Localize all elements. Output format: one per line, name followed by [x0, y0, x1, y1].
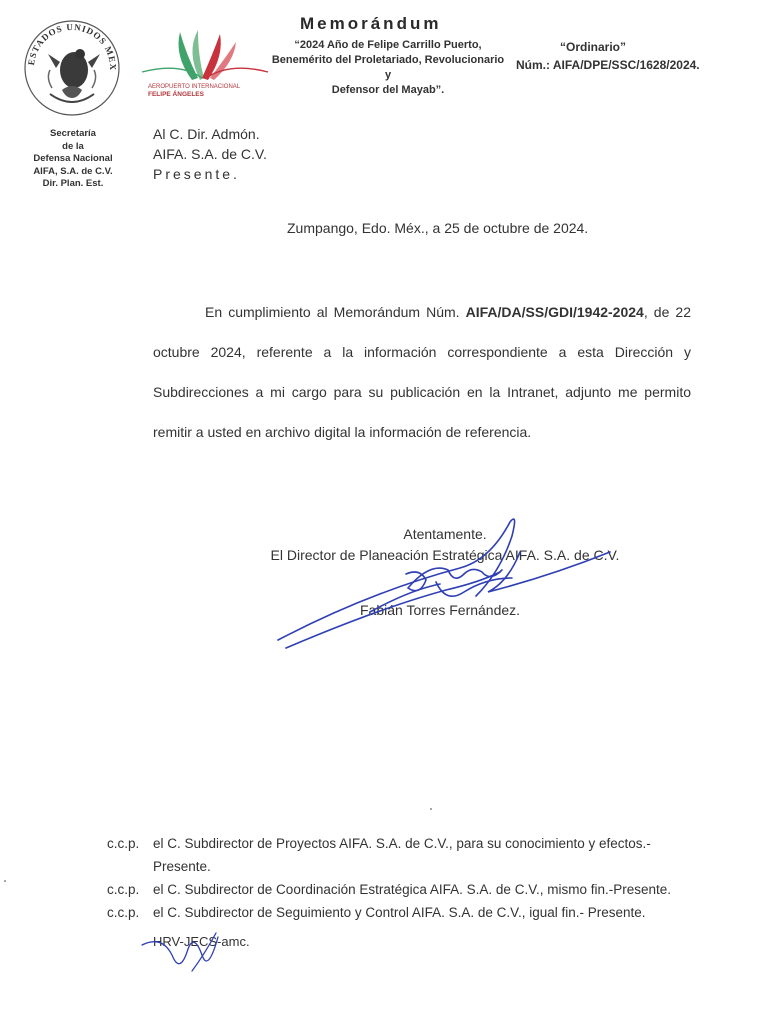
- memo-body: [153, 292, 691, 452]
- closing-role: El Director de Planeación Estratégica AIFA. S.A. de C.V.: [270, 547, 620, 563]
- memo-title: Memorándum: [300, 14, 442, 33]
- memo-legend: [268, 38, 508, 98]
- body-text-before: En cumplimiento al Memorándum Núm.: [205, 304, 466, 320]
- body-paragraph: [153, 292, 691, 452]
- sender-line: Defensa Nacional: [33, 153, 113, 164]
- recipient-line: AIFA. S.A. de C.V.: [153, 146, 267, 162]
- ccp-row: [107, 832, 697, 878]
- signature-icon: [250, 512, 630, 662]
- ccp-label: c.c.p.: [107, 836, 140, 851]
- legend-line: Defensor del Mayab”.: [331, 84, 445, 96]
- aifa-logo-line1: AEROPUERTO INTERNACIONAL: [148, 84, 241, 90]
- ccp-label: c.c.p.: [107, 905, 140, 920]
- ccp-list: [107, 832, 697, 924]
- seal-ring-text: ESTADOS UNIDOS MEX: [26, 21, 119, 72]
- recipient-line: Al C. Dir. Admón.: [153, 126, 260, 142]
- sender-line: de la: [62, 140, 84, 152]
- place-date: Zumpango, Edo. Méx., a 25 de octubre de 2024.: [287, 220, 589, 236]
- recipient-block: [153, 124, 267, 184]
- closing-greeting: Atentamente.: [403, 526, 487, 542]
- legend-line: Benemérito del Proletariado, Revolucionario y: [271, 54, 505, 81]
- scan-mark: [430, 808, 432, 810]
- signer-name: Fabián Torres Fernández.: [360, 602, 521, 618]
- coat-of-arms-icon: [22, 18, 122, 118]
- initials-signature-icon: [132, 915, 252, 985]
- sender-line: Secretaría: [50, 128, 96, 139]
- memo-type: “Ordinario”: [560, 40, 627, 54]
- initials: HRV-JECS-amc.: [153, 934, 250, 949]
- scan-mark: [4, 880, 6, 882]
- sender-line: Dir. Plan. Est.: [42, 178, 104, 189]
- aifa-logo-line2: FELIPE ÁNGELES: [148, 91, 204, 98]
- ccp-text: el C. Subdirector de Seguimiento y Control AIFA. S.A. de C.V., igual fin.- Presente.: [153, 905, 646, 920]
- legend-line: “2024 Año de Felipe Carrillo Puerto,: [294, 39, 482, 51]
- sender-line: AIFA, S.A. de C.V.: [33, 165, 113, 177]
- ccp-text: el C. Subdirector de Proyectos AIFA. S.A. de C.V., para su conocimiento y efectos.- Presente.: [153, 836, 651, 874]
- memo-number: Núm.: AIFA/DPE/SSC/1628/2024.: [516, 58, 700, 72]
- ccp-text: el C. Subdirector de Coordinación Estratégica AIFA. S.A. de C.V., mismo fin.-Presente.: [153, 882, 671, 897]
- body-reference: AIFA/DA/SS/GDI/1942-2024: [465, 304, 644, 320]
- sender-block: [22, 128, 124, 191]
- ccp-row: [107, 878, 697, 901]
- recipient-line: Presente.: [153, 166, 240, 182]
- body-text-after: , de 22 octubre 2024, referente a la información correspondiente a esta Dirección y Subdirecciones a mi cargo para su publicación en la Intranet, adjunto me permito remitir a usted en archivo digital la información de referencia.: [153, 304, 691, 440]
- ccp-label: c.c.p.: [107, 882, 140, 897]
- aifa-logo-caption: [148, 84, 240, 98]
